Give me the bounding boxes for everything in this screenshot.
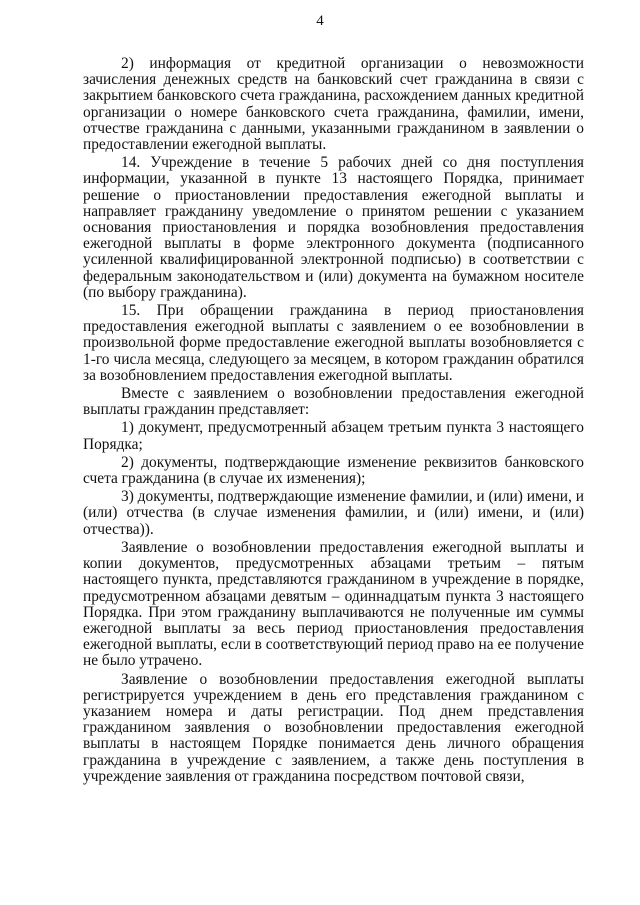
- paragraph-registration: Заявление о возобновлении предоставления ежегодной выплаты регистрируется учреждением в день его представления гражданином с указанием номера и даты регистрации. Под днем представления гражданином заявления о возобновлении предоставления ежегодной выплаты в настоящем Порядке понимается день личного обращения гражданина в учреждение с заявлением, а также день поступления в учреждение заявления от гражданина посредством почтовой связи,: [83, 670, 584, 785]
- list-item-document-1: 1) документ, предусмотренный абзацем третьим пункта 3 настоящего Порядка;: [83, 419, 584, 453]
- list-item-document-2: 2) документы, подтверждающие изменение реквизитов банковского счета гражданина (в случае их изменения);: [83, 453, 584, 488]
- paragraph-clause-14: 14. Учреждение в течение 5 рабочих дней со дня поступления информации, указанной в пункте 13 настоящего Порядка, принимает решение о приостановлении предоставления ежегодной выплаты и направляет гражданину уведомление о принятом решении с указанием основания приостановления и порядка возобновления предоставления ежегодной выплаты в форме электронного документа (подписанного усиленной квалифицированной электронной подписью) в соответствии с федеральным законодательством и (или) документа на бумажном носителе (по выбору гражданина).: [83, 154, 584, 301]
- paragraph-submission-order: Заявление о возобновлении предоставления ежегодной выплаты и копии документов, предусмотренных абзацами третьим – пятым настоящего пункта, представляются гражданином в учреждение в порядке, предусмотренном абзацами девятым – одиннадцатым пункта 3 настоящего Порядка. При этом гражданину выплачиваются не полученные им суммы ежегодной выплаты за весь период приостановления предоставления ежегодной выплаты, если в соответствующий период право на ее получение не было утрачено.: [83, 538, 584, 670]
- paragraph-documents-intro: Вместе с заявлением о возобновлении предоставления ежегодной выплаты гражданин представляет:: [83, 385, 584, 419]
- paragraph-clause-15: 15. При обращении гражданина в период приостановления предоставления ежегодной выплаты с заявлением о ее возобновлении в произвольной форме предоставление ежегодной выплаты возобновляется с 1-го числа месяца, следующего за месяцем, в котором гражданин обратился за возобновлением предоставления ежегодной выплаты.: [83, 302, 584, 384]
- paragraph-item-2-bank-info: 2) информация от кредитной организации о невозможности зачисления денежных средств на банковский счет гражданина в связи с закрытием банковского счета гражданина, расхождением данных кредитной организации о номере банковского счета гражданина, фамилии, имени, отчестве гражданина с данными, указанными гражданином в заявлении о предоставлении ежегодной выплаты.: [83, 55, 584, 154]
- page-number: 4: [316, 13, 324, 29]
- list-item-document-3: 3) документы, подтверждающие изменение фамилии, и (или) имени, и (или) отчества (в случае изменения фамилии, и (или) имени, и (или) отчества)).: [83, 488, 584, 538]
- document-body: [83, 56, 584, 785]
